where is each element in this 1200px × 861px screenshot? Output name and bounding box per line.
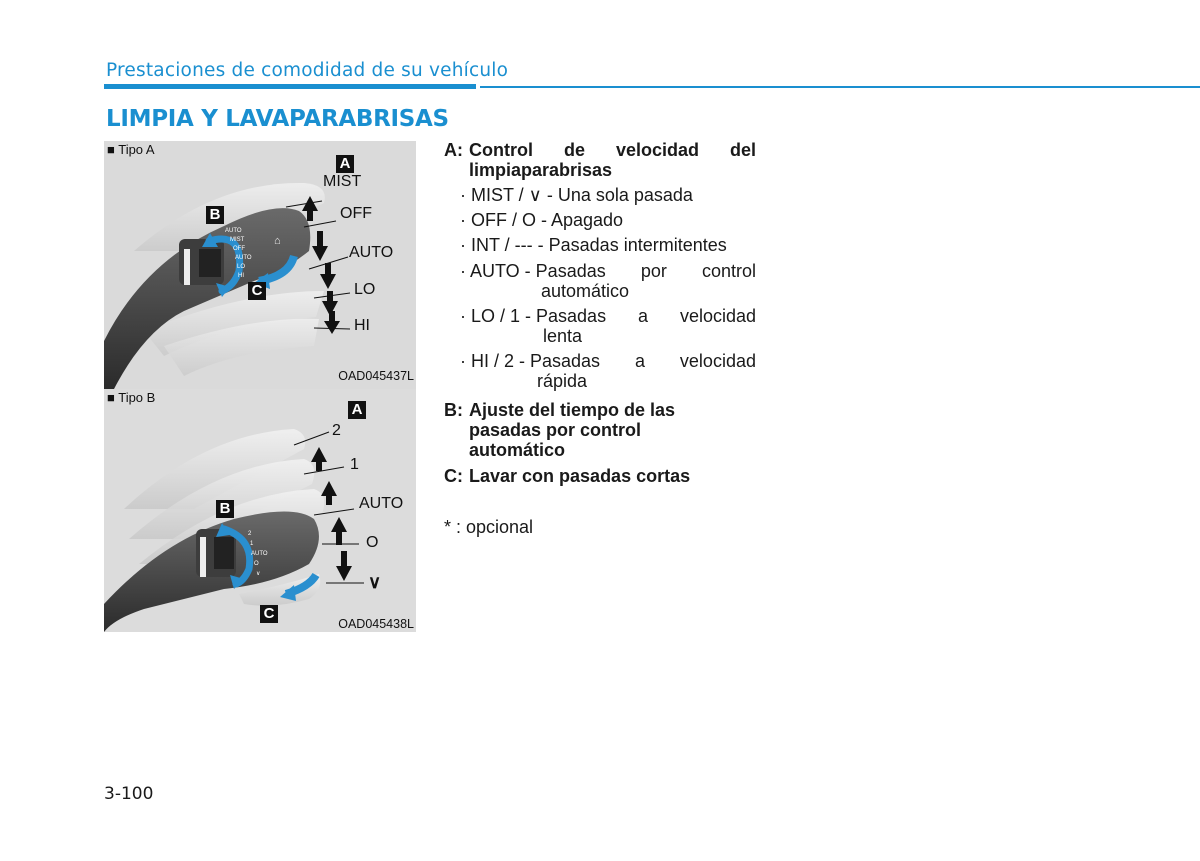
callout-o: O <box>366 534 379 551</box>
word: de <box>563 140 585 160</box>
mode-list <box>460 185 756 396</box>
figure-code: OAD045438L <box>338 617 414 631</box>
word: Control <box>469 140 533 160</box>
page-number: 3-100 <box>104 784 154 804</box>
figure-label: ■ Tipo A <box>107 142 155 157</box>
mode-item-lo <box>460 306 756 351</box>
item-c-prefix: C: <box>444 466 463 486</box>
item-a-line2: limpiaparabrisas <box>469 160 613 180</box>
svg-text:⌂: ⌂ <box>274 235 281 247</box>
callout-lo: LO <box>354 281 376 298</box>
mode-item-lo-cont: lenta <box>543 326 583 346</box>
mode-item-int: · INT / --- - Pasadas intermitentes <box>460 235 727 255</box>
word: a <box>634 351 645 371</box>
section-header: Prestaciones de comodidad de su vehículo <box>106 60 509 81</box>
mode-item-mist: · MIST / ∨ - Una sola pasada <box>460 185 693 205</box>
word: · HI / 2 - Pasadas <box>460 351 601 371</box>
item-b-prefix: B: <box>444 400 463 420</box>
item-c-line: Lavar con pasadas cortas <box>469 466 691 486</box>
callout-auto: AUTO <box>349 244 394 261</box>
callout-2: 2 <box>332 422 341 439</box>
word: por <box>640 261 667 281</box>
badge-a: A <box>336 155 354 173</box>
figure-code: OAD045437L <box>338 369 414 383</box>
switch-mark: AUTO <box>235 255 252 261</box>
word: del <box>729 140 756 160</box>
word: velocidad <box>615 140 699 160</box>
callout-auto: AUTO <box>359 495 404 512</box>
mode-item-auto-cont: automático <box>541 281 630 301</box>
section-title: LIMPIA Y LAVAPARABRISAS <box>106 106 449 132</box>
item-b-line: Ajuste del tiempo de las <box>469 400 676 420</box>
mode-item-hi-cont: rápida <box>537 371 588 391</box>
switch-mark: LO <box>237 264 246 270</box>
switch-mark: 1 <box>250 541 254 547</box>
figure-type-a <box>104 141 416 389</box>
item-c-heading <box>444 466 756 486</box>
callout-hi: HI <box>354 317 370 334</box>
callout-1: 1 <box>350 456 359 473</box>
header-bar-left <box>104 84 476 89</box>
mode-item-hi <box>460 351 756 396</box>
item-b-line: pasadas por control <box>469 420 642 440</box>
switch-mark: AUTO <box>225 228 242 234</box>
switch-mark: HI <box>238 273 244 279</box>
badge-c: C <box>260 605 278 623</box>
badge-c: C <box>248 282 266 300</box>
item-b-line: automático <box>469 440 566 460</box>
word: · LO / 1 - Pasadas <box>460 306 607 326</box>
wiper-lever-illustration-a <box>104 141 416 389</box>
word: a <box>638 306 649 326</box>
figure-label: ■ Tipo B <box>107 390 156 405</box>
figure-type-b <box>104 389 416 632</box>
badge-a: A <box>348 401 366 419</box>
word: velocidad <box>679 351 756 371</box>
switch-mark: O <box>254 561 259 567</box>
badge-b: B <box>206 206 224 224</box>
word: control <box>701 261 756 281</box>
switch-marks <box>248 529 268 579</box>
callout-v: ∨ <box>368 572 382 592</box>
switch-mark: MIST <box>230 237 245 243</box>
mode-item-off: · OFF / O - Apagado <box>460 210 624 230</box>
word: · AUTO - Pasadas <box>460 261 606 281</box>
badge-b: B <box>216 500 234 518</box>
item-b-heading <box>444 400 756 460</box>
switch-mark: ∨ <box>256 571 261 577</box>
word: velocidad <box>679 306 756 326</box>
switch-mark: 2 <box>248 531 252 537</box>
switch-mark: AUTO <box>251 551 268 557</box>
callout-mist: MIST <box>323 173 362 190</box>
item-a-line1 <box>444 140 756 160</box>
callout-off: OFF <box>340 205 372 222</box>
mode-item-auto <box>460 261 756 306</box>
switch-mark: OFF <box>233 246 245 252</box>
switch-marks <box>225 227 252 281</box>
item-a-prefix: A: <box>444 140 463 160</box>
header-rule-right <box>480 86 1200 88</box>
optional-note: * : opcional <box>444 517 534 537</box>
item-a-heading <box>444 140 756 180</box>
